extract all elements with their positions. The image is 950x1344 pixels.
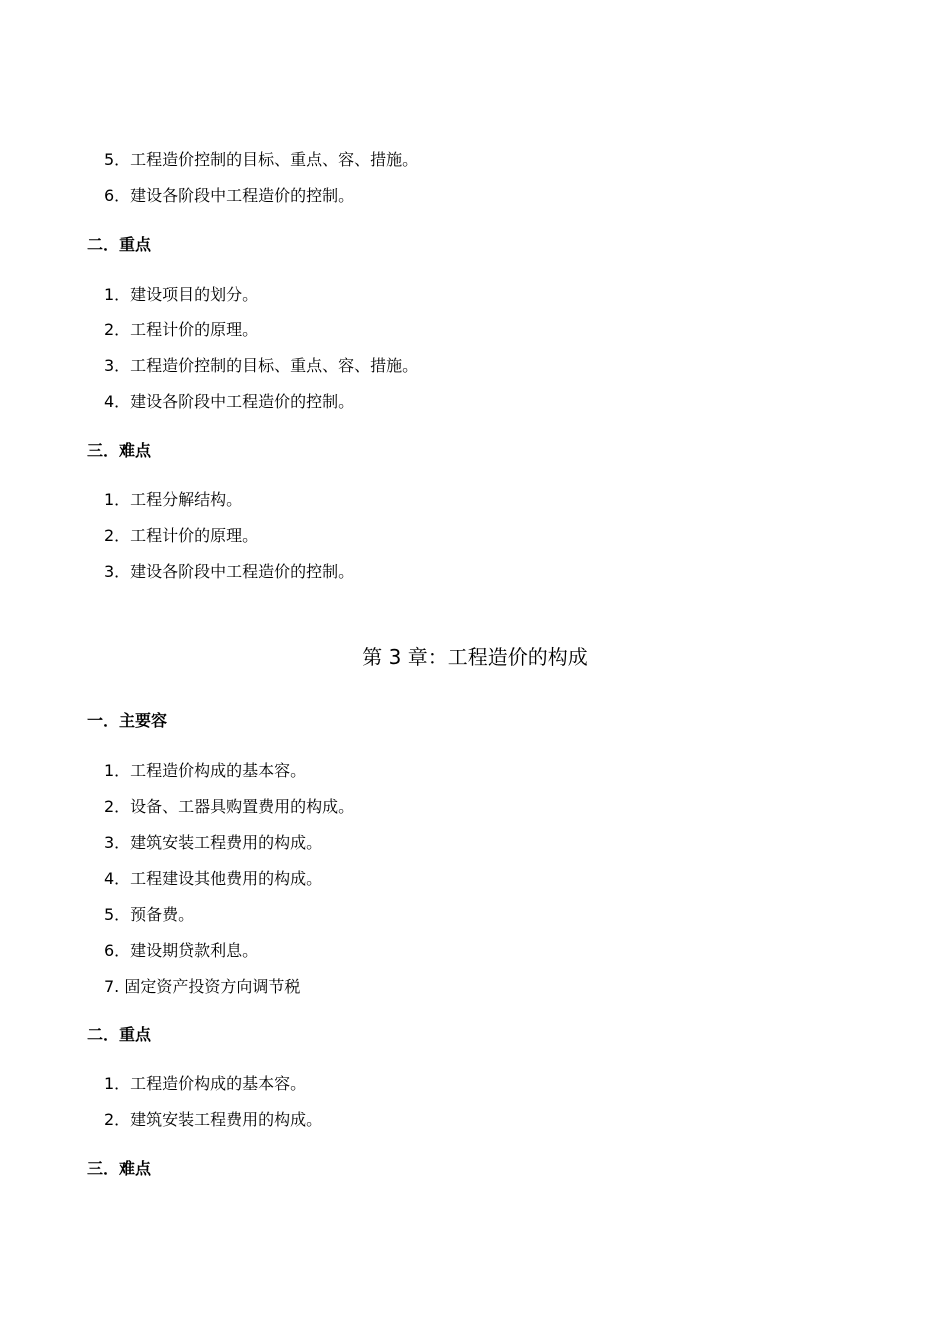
list-item: 4．建设各阶段中工程造价的控制。 — [104, 392, 355, 411]
section-heading-key-points: 二．重点 — [87, 235, 152, 254]
list-item: 7. 固定资产投资方向调节税 — [104, 977, 301, 996]
list-item: 6．建设各阶段中工程造价的控制。 — [104, 186, 355, 205]
list-item: 3．建设各阶段中工程造价的控制。 — [104, 562, 355, 581]
list-item: 2．工程计价的原理。 — [104, 320, 259, 339]
chapter-title: 第 3 章：工程造价的构成 — [362, 645, 588, 669]
list-item: 2．工程计价的原理。 — [104, 526, 259, 545]
list-item: 2．设备、工器具购置费用的构成。 — [104, 797, 355, 816]
list-item: 5．预备费。 — [104, 905, 195, 924]
list-item: 3．建筑安装工程费用的构成。 — [104, 833, 323, 852]
list-item: 4．工程建设其他费用的构成。 — [104, 869, 323, 888]
list-item: 5．工程造价控制的目标、重点、容、措施。 — [104, 150, 419, 169]
list-item: 1．工程造价构成的基本容。 — [104, 761, 307, 780]
list-item: 1．工程分解结构。 — [104, 490, 243, 509]
list-item: 6．建设期贷款利息。 — [104, 941, 259, 960]
list-item: 1．工程造价构成的基本容。 — [104, 1074, 307, 1093]
section-heading-main-contents: 一．主要容 — [87, 711, 168, 730]
list-item: 1．建设项目的划分。 — [104, 285, 259, 304]
list-item: 2．建筑安装工程费用的构成。 — [104, 1110, 323, 1129]
section-heading-key-points: 二．重点 — [87, 1025, 152, 1044]
section-heading-difficult-points: 三．难点 — [87, 441, 152, 460]
list-item: 3．工程造价控制的目标、重点、容、措施。 — [104, 356, 419, 375]
section-heading-difficult-points: 三．难点 — [87, 1159, 152, 1178]
